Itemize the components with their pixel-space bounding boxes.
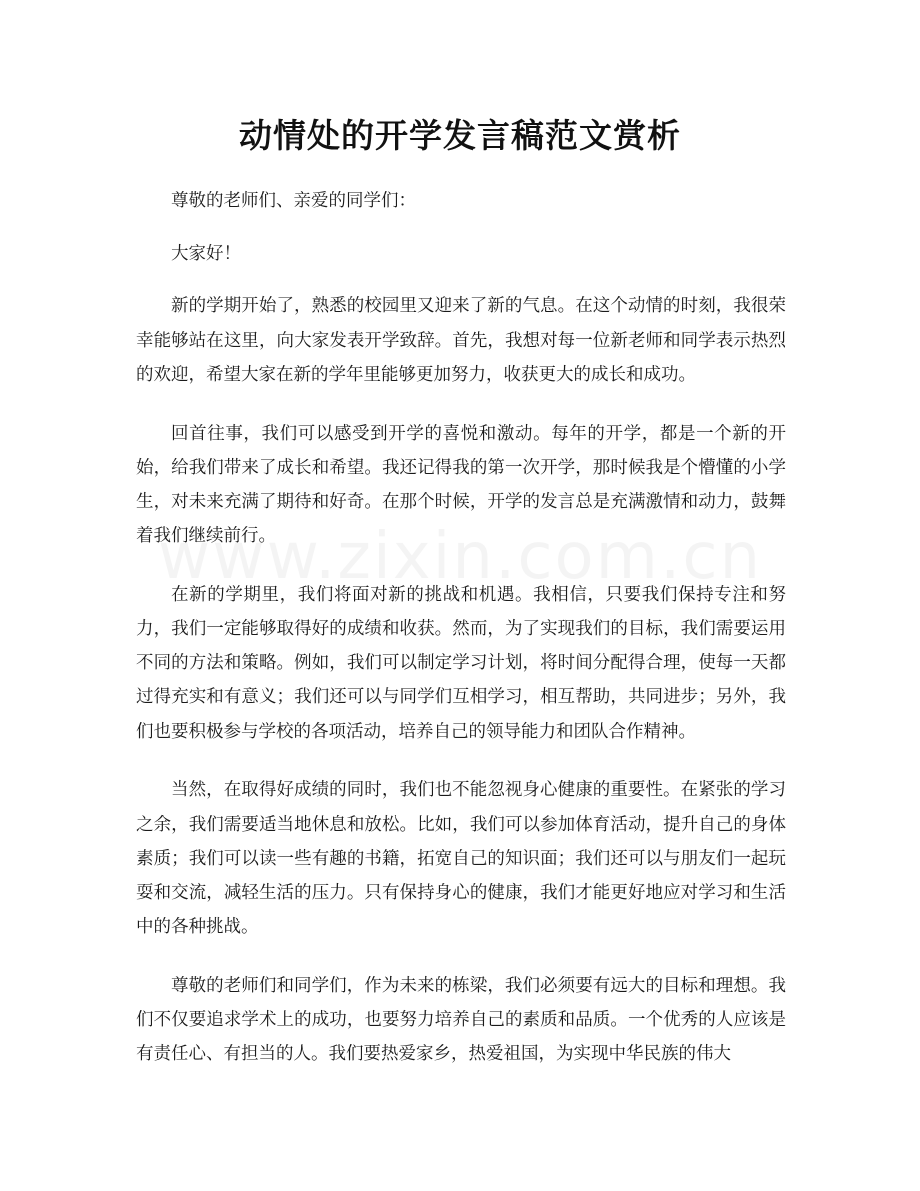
salutation: 尊敬的老师们、亲爱的同学们： xyxy=(171,191,416,211)
document-body xyxy=(136,184,786,1096)
document-title: 动情处的开学发言稿范文赏析 xyxy=(239,116,681,155)
paragraph-2: 回首往事，我们可以感受到开学的喜悦和激动。每年的开学，都是一个新的开始，给我们带来了成长和希望。我还记得我的第一次开学，那时候我是个懵懂的小学生，对未来充满了期待和好奇。在那个时候，开学的发言总是充满激情和动力，鼓舞着我们继续前行。 xyxy=(136,423,786,547)
paragraph-4: 当然，在取得好成绩的同时，我们也不能忽视身心健康的重要性。在紧张的学习之余，我们需要适当地休息和放松。比如，我们可以参加体育活动，提升自己的身体素质；我们可以读一些有趣的书籍，拓宽自己的知识面；我们还可以与朋友们一起玩耍和交流，减轻生活的压力。只有保持身心的健康，我们才能更好地应对学习和生活中的各种挑战。 xyxy=(136,780,786,938)
paragraph-1: 新的学期开始了，熟悉的校园里又迎来了新的气息。在这个动情的时刻，我很荣幸能够站在这里，向大家发表开学致辞。首先，我想对每一位新老师和同学表示热烈的欢迎，希望大家在新的学年里能够更加努力，收获更大的成长和成功。 xyxy=(136,296,786,385)
paragraph-3: 在新的学期里，我们将面对新的挑战和机遇。我相信，只要我们保持专注和努力，我们一定能够取得好的成绩和收获。然而，为了实现我们的目标，我们需要运用不同的方法和策略。例如，我们可以制定学习计划，将时间分配得合理，使每一天都过得充实和有意义；我们还可以与同学们互相学习，相互帮助，共同进步；另外，我们也要积极参与学校的各项活动，培养自己的领导能力和团队合作精神。 xyxy=(136,584,786,742)
greeting: 大家好！ xyxy=(171,243,241,264)
paragraph-5: 尊敬的老师们和同学们，作为未来的栋梁，我们必须要有远大的目标和理想。我们不仅要追求学术上的成功，也要努力培养自己的素质和品质。一个优秀的人应该是有责任心、有担当的人。我们要热爱家乡，热爱祖国，为实现中华民族的伟大 xyxy=(136,975,786,1065)
